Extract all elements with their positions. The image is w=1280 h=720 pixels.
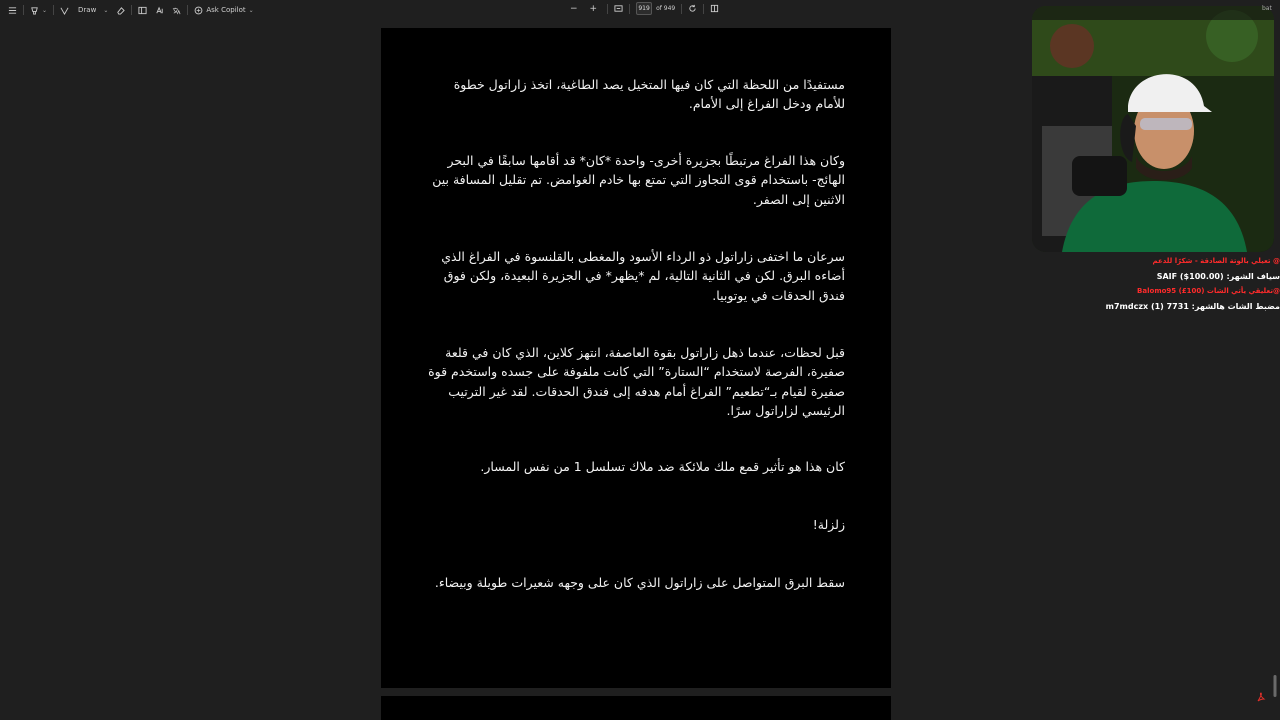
rotate-icon[interactable]	[688, 4, 697, 13]
read-aloud-button[interactable]	[151, 2, 168, 18]
toolbar-divider	[681, 4, 682, 14]
pdf-page	[381, 28, 891, 688]
toolbar-divider	[23, 5, 24, 15]
toolbar-divider	[131, 5, 132, 15]
toolbar-divider	[607, 4, 608, 14]
webcam-overlay	[1032, 6, 1274, 252]
paragraph: وكان هذا الفراغ مرتبطًا بجزيرة أخرى- واحدة *كان* قد أقامها سابقًا في البحر الهائج- باستخدام قوى التجاوز التي تمتع بها خادم الغوامض. تم تقليل المسافة بين الاثنين إلى الصفر.	[432, 153, 845, 207]
layout-icon	[138, 6, 147, 15]
page-view-icon[interactable]	[710, 4, 719, 13]
paragraph: قبل لحظات، عندما ذهل زاراتول بقوة العاصفة، انتهز كلاين، الذي كان في قلعة صفيرة، الفرصة لاستخدام “الستارة” التي كانت ملفوفة على جسده واستخدم قوة صفيرة لقيام بـ“تطعيم” الفراغ أمام هدفه إلى فندق الحدقات. لقد غير الترتيب الرئيسي لزاراتول سرًا.	[428, 345, 845, 419]
paragraph: مستفيدًا من اللحظة التي كان فيها المتخيل يصد الطاغية، اتخذ زاراتول خطوة للأمام ودخل الفراغ إلى الأمام.	[453, 77, 845, 112]
chat-line: @ تعيلي بالوتة الصادقة - شكرًا للدعم	[1152, 257, 1280, 265]
eraser-icon	[116, 6, 125, 15]
view-button[interactable]	[134, 2, 151, 18]
pen-icon	[60, 6, 69, 15]
chat-line: سياف الشهر: SAIF ($100.00)	[1156, 272, 1280, 281]
ask-copilot-label: Ask Copilot	[206, 6, 246, 14]
streamer-video	[1032, 6, 1274, 252]
chevron-down-icon: ⌄	[103, 6, 109, 14]
translate-icon	[172, 6, 181, 15]
page-number-input[interactable]: 919	[636, 2, 652, 15]
draw-label: Draw	[78, 6, 97, 14]
scrollbar[interactable]	[1272, 20, 1278, 710]
toolbar-divider	[53, 5, 54, 15]
highlight-button[interactable]	[26, 2, 51, 18]
chat-line: مضبط الشات هالشهر: m7mdczx (1) 7731	[1105, 302, 1280, 311]
paragraph: سقط البرق المتواصل على زاراتول الذي كان على وجهه شعيرات طويلة وبيضاء.	[434, 575, 845, 590]
acrobat-icon	[1256, 692, 1266, 702]
zoom-in-button[interactable]: +	[589, 3, 598, 14]
translate-button[interactable]	[168, 2, 185, 18]
zoom-out-button[interactable]: −	[570, 3, 578, 14]
stream-chat	[1062, 254, 1280, 314]
copilot-icon	[194, 6, 203, 15]
fit-page-icon[interactable]	[614, 4, 623, 13]
toolbar-divider	[629, 4, 630, 14]
erase-button[interactable]	[112, 2, 129, 18]
read-aloud-icon	[155, 6, 164, 15]
draw-button[interactable]	[56, 2, 112, 18]
page-total: of 949	[656, 5, 676, 12]
paragraph: زلزلة!	[812, 517, 845, 532]
highlighter-icon	[30, 6, 39, 15]
scroll-thumb[interactable]	[1272, 20, 1278, 710]
page-navigation	[566, 2, 719, 15]
paragraph: كان هذا هو تأثير قمع ملك ملائكة ضد ملاك تسلسل 1 من نفس المسار.	[480, 459, 845, 474]
paragraph: سرعان ما اختفى زاراتول ذو الرداء الأسود والمغطى بالقلنسوة في الفراغ الذي أضاءه البرق. لكن في الثانية التالية، لم *يظهر* في الجزيرة البعيدة، ولكن فوق فندق الحدقات في يوتوبيا.	[441, 249, 845, 303]
chevron-down-icon: ⌄	[42, 6, 48, 14]
ask-copilot-button[interactable]	[190, 2, 257, 18]
contents-button[interactable]	[4, 2, 21, 18]
chevron-down-icon: ⌄	[248, 6, 254, 14]
next-pdf-page	[381, 696, 891, 720]
toolbar-divider	[703, 4, 704, 14]
list-icon	[8, 6, 17, 15]
corner-label: bat	[1262, 5, 1272, 12]
chat-line: @تعليقي يأتي الشات Balomo95 (£100)	[1137, 287, 1280, 295]
toolbar-divider	[187, 5, 188, 15]
